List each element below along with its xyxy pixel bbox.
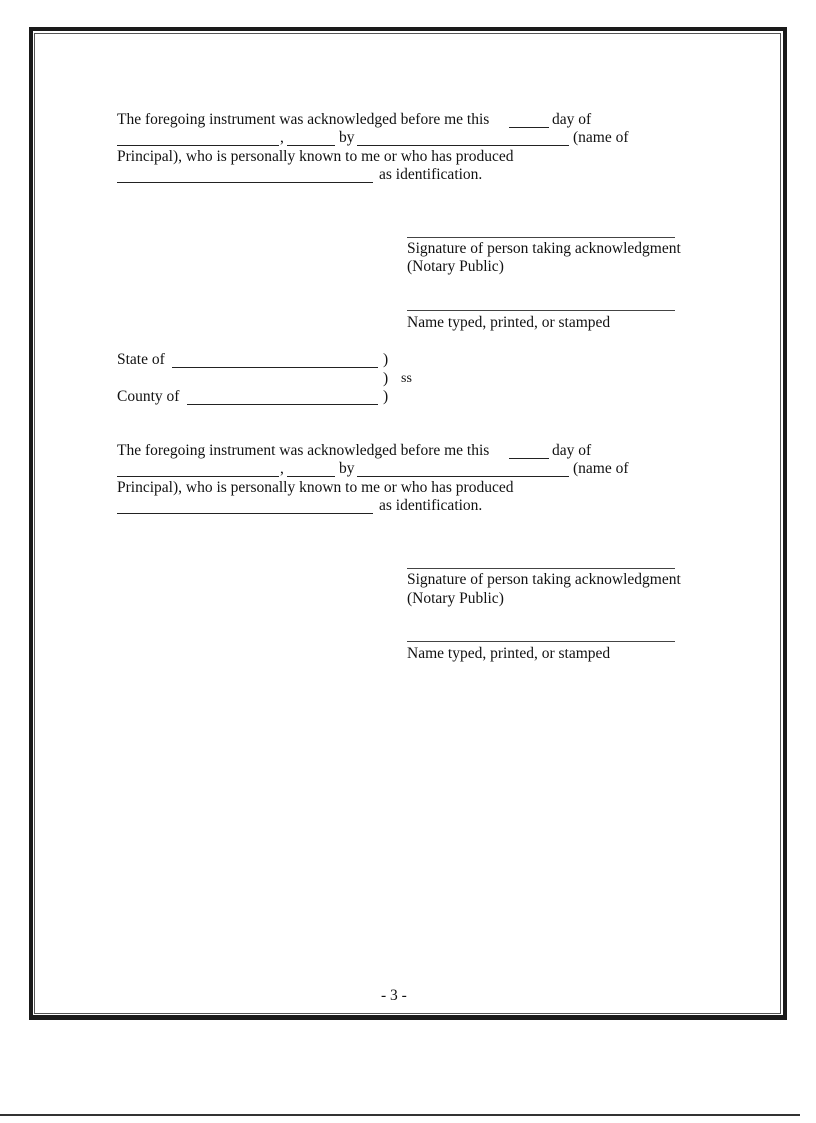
ack2-principal-name-blank[interactable] <box>357 476 569 477</box>
sig1-name-line[interactable] <box>407 310 675 311</box>
state-blank[interactable] <box>172 367 378 368</box>
ack1-day-blank[interactable] <box>509 127 549 128</box>
ack2-identification-blank[interactable] <box>117 513 373 514</box>
ack1-principal-text: Principal), who is personally known to me or who has produced <box>117 148 514 165</box>
sig1-signature-line[interactable] <box>407 237 675 238</box>
ack2-by-text: by <box>339 460 355 477</box>
ack1-month-blank[interactable] <box>117 145 279 146</box>
page-number: - 3 - <box>381 987 407 1004</box>
state-label: State of <box>117 351 165 368</box>
venue-paren-1: ) <box>383 351 389 368</box>
sig2-signature-label: Signature of person taking acknowledgment <box>407 571 681 588</box>
sig2-notary-label: (Notary Public) <box>407 590 504 607</box>
venue-paren-3: ) <box>383 388 389 405</box>
ack1-year-blank[interactable] <box>287 145 335 146</box>
sig2-name-line[interactable] <box>407 641 675 642</box>
ack2-day-of-text: day of <box>552 442 592 459</box>
sig2-name-label: Name typed, printed, or stamped <box>407 645 611 662</box>
ack2-year-blank[interactable] <box>287 476 335 477</box>
sig1-name-label: Name typed, printed, or stamped <box>407 314 611 331</box>
ack2-intro-text: The foregoing instrument was acknowledged before me this <box>117 442 490 459</box>
ack1-identification-blank[interactable] <box>117 182 373 183</box>
venue-paren-2: ) <box>383 370 389 387</box>
ack1-name-of-text: (name of <box>573 129 629 146</box>
ss-label: ss <box>401 371 412 386</box>
ack2-day-blank[interactable] <box>509 458 549 459</box>
county-blank[interactable] <box>187 404 378 405</box>
ack2-comma: , <box>280 460 284 477</box>
sig1-notary-label: (Notary Public) <box>407 258 504 275</box>
ack2-identification-text: as identification. <box>379 497 483 514</box>
ack2-month-blank[interactable] <box>117 476 279 477</box>
ack1-comma: , <box>280 129 284 146</box>
ack2-name-of-text: (name of <box>573 460 629 477</box>
ack1-intro-text: The foregoing instrument was acknowledged before me this <box>117 111 490 128</box>
ack1-by-text: by <box>339 129 355 146</box>
county-label: County of <box>117 388 180 405</box>
sig1-signature-label: Signature of person taking acknowledgment <box>407 240 681 257</box>
scan-edge-line <box>0 1114 800 1116</box>
sig2-signature-line[interactable] <box>407 568 675 569</box>
ack1-principal-name-blank[interactable] <box>357 145 569 146</box>
ack1-day-of-text: day of <box>552 111 592 128</box>
ack2-principal-text: Principal), who is personally known to me or who has produced <box>117 479 514 496</box>
ack1-identification-text: as identification. <box>379 166 483 183</box>
